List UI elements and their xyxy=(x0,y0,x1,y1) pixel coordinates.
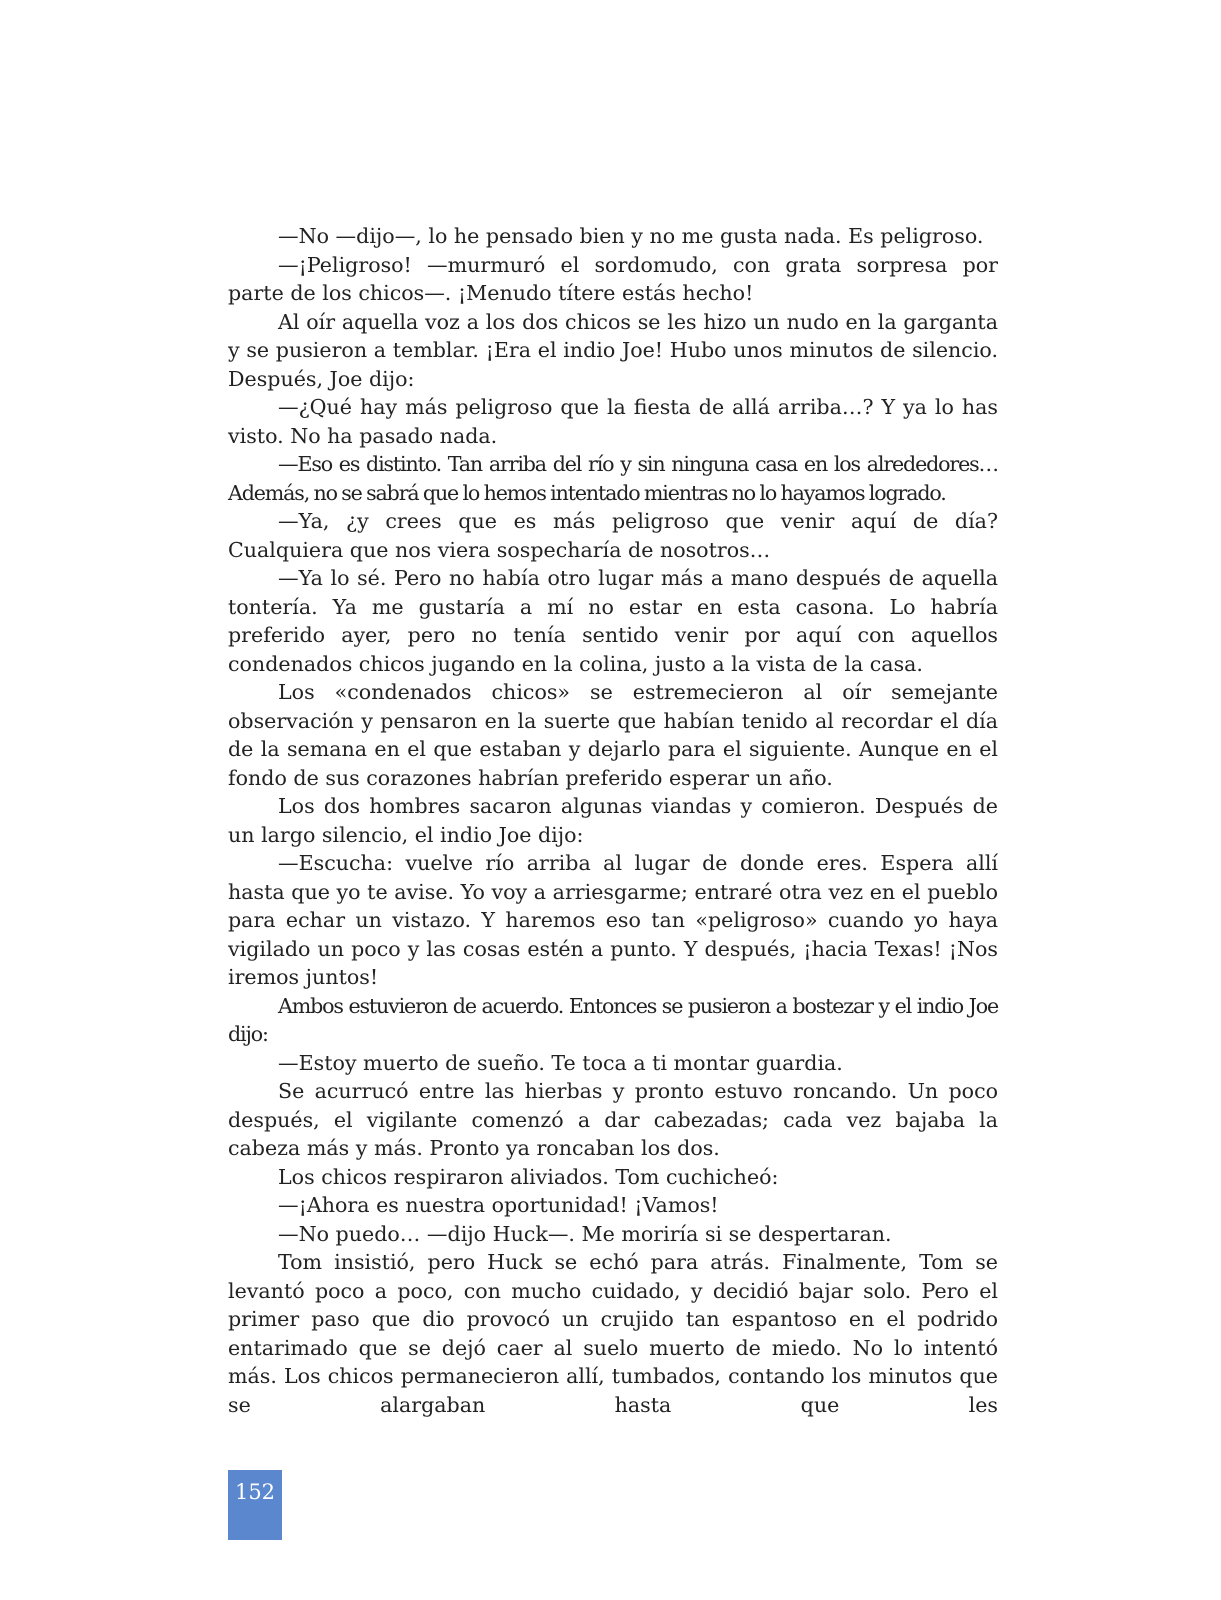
paragraph: Ambos estuvieron de acuerdo. Entonces se pusieron a bostezar y el indio Joe dijo: xyxy=(228,993,998,1046)
paragraph: Al oír aquella voz a los dos chicos se les hizo un nudo en la garganta y se pusieron a temblar. ¡Era el indio Joe! Hubo unos minutos de silencio. Después, Joe dijo: xyxy=(228,309,998,391)
paragraph: —¿Qué hay más peligroso que la fiesta de allá arriba…? Y ya lo has visto. No ha pasado nada. xyxy=(228,395,998,448)
paragraph: —Eso es distinto. Tan arriba del río y sin ninguna casa en los alrededores… Además, no se sabrá que lo hemos intentado mientras no lo hayamos logrado. xyxy=(228,452,998,505)
paragraph: Se acurrucó entre las hierbas y pronto estuvo roncando. Un poco después, el vigilante comenzó a dar cabezadas; cada vez bajaba la cabeza más y más. Pronto ya roncaban los dos. xyxy=(228,1079,998,1160)
paragraph: —Escucha: vuelve río arriba al lugar de donde eres. Espera allí hasta que yo te avise. Yo voy a arriesgarme; entraré otra vez en el pueblo para echar un vistazo. Y haremos eso tan «peligroso» cuando yo haya vigilado un poco y las cosas estén a punto. Y después, ¡hacia Texas! ¡Nos iremos juntos! xyxy=(228,851,998,989)
paragraph: —Estoy muerto de sueño. Te toca a ti montar guardia. xyxy=(278,1050,843,1075)
paragraph: —¡Ahora es nuestra oportunidad! ¡Vamos! xyxy=(278,1193,719,1217)
paragraph: —¡Peligroso! —murmuró el sordomudo, con grata sorpresa por parte de los chicos—. ¡Menudo títere estás hecho! xyxy=(228,252,998,305)
paragraph: Tom insistió, pero Huck se echó para atrás. Finalmente, Tom se levantó poco a poco, con mucho cuidado, y decidió bajar solo. Pero el primer paso que dio provocó un crujido tan espantoso en el podrido entarimado que se dejó caer al suelo muerto de miedo. No lo intentó más. Los chicos permanecieron allí, tumbados, contando los minutos que se alargaban hasta que les xyxy=(228,1250,998,1417)
paragraph: Los «condenados chicos» se estremecieron al oír semejante observación y pensaron en la suerte que habían tenido al recordar el día de la semana en el que estaban y dejarlo para el siguiente. Aunque en el fondo de sus corazones habrían preferido esperar un año. xyxy=(228,680,998,790)
paragraph: —No puedo… —dijo Huck—. Me moriría si se despertaran. xyxy=(278,1221,892,1246)
paragraph: Los chicos respiraron aliviados. Tom cuchicheó: xyxy=(278,1164,779,1189)
body-text xyxy=(228,222,998,1419)
page-number: 152 xyxy=(234,1480,276,1504)
page-number-tab xyxy=(228,1470,282,1540)
paragraph: —No —dijo—, lo he pensado bien y no me gusta nada. Es peligroso. xyxy=(278,224,984,248)
paragraph: —Ya lo sé. Pero no había otro lugar más a mano después de aquella tontería. Ya me gustaría a mí no estar en esta casona. Lo habría preferido ayer, pero no tenía sentido venir por aquí con aquellos condenados chicos jugando en la colina, justo a la vista de la casa. xyxy=(228,566,998,676)
paragraph: —Ya, ¿y crees que es más peligroso que venir aquí de día? Cualquiera que nos viera sospecharía de nosotros… xyxy=(228,509,998,562)
paragraph: Los dos hombres sacaron algunas viandas y comieron. Después de un largo silencio, el indio Joe dijo: xyxy=(228,794,998,847)
